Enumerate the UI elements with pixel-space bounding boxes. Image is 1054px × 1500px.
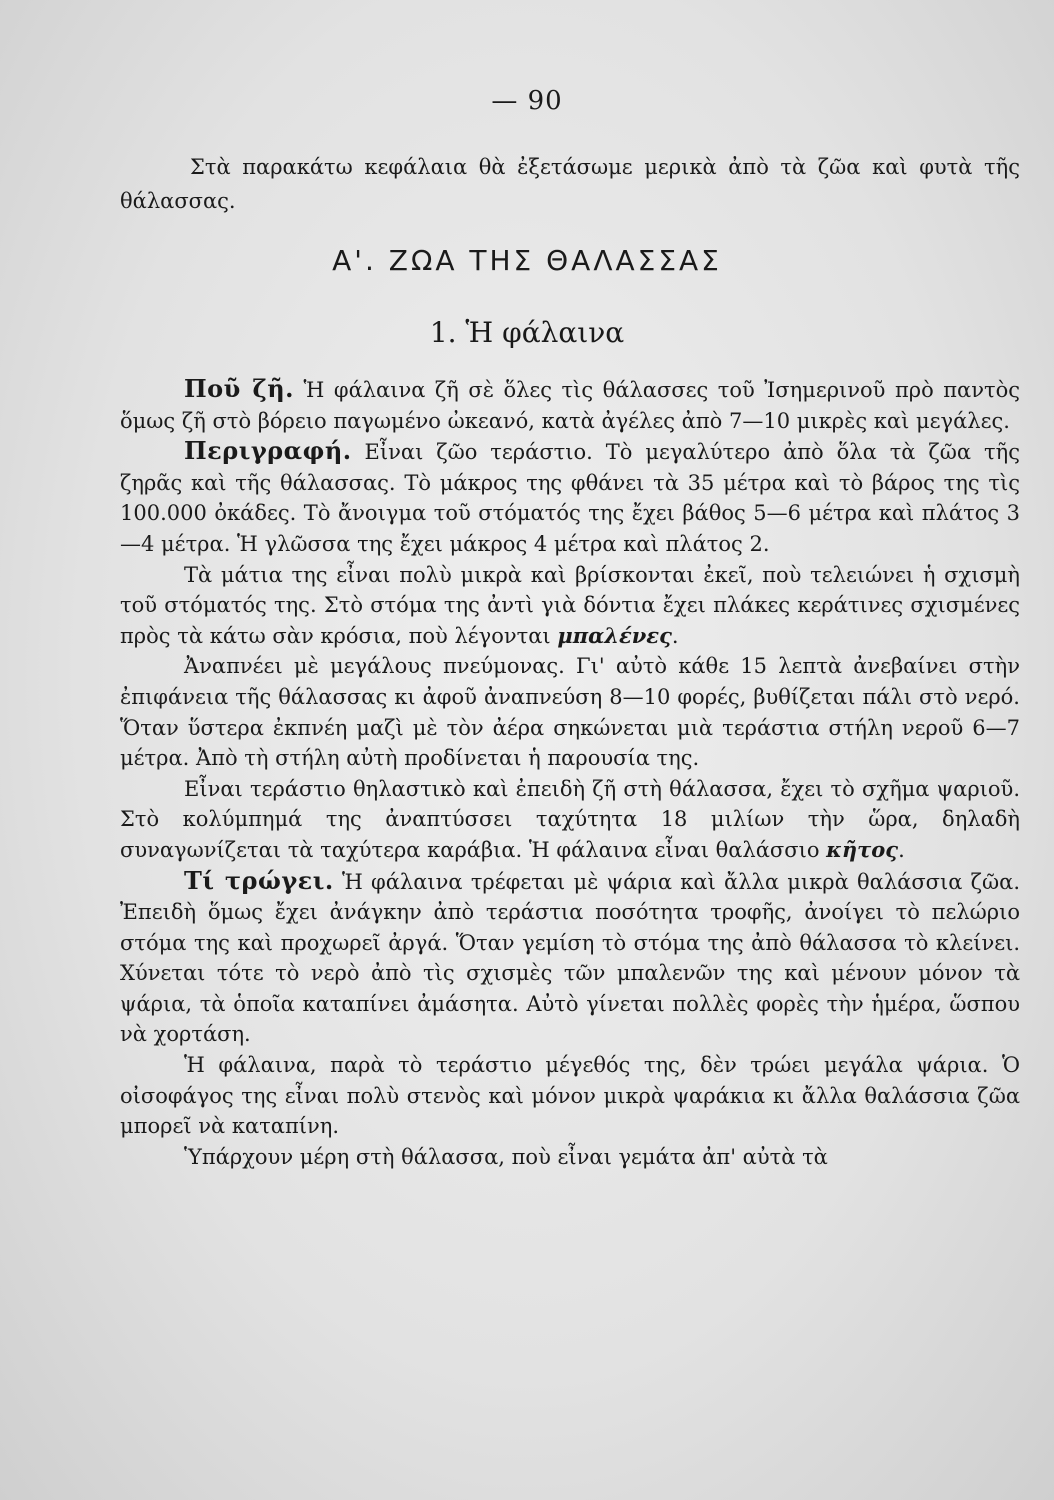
paragraph-lead-heading: Περιγραφή. <box>184 436 352 466</box>
paragraph-where-it-lives <box>120 374 1020 436</box>
paragraph-text: Ὑπάρχουν μέρη στὴ θάλασσα, ποὺ εἶναι γεμάτα ἀπ' αὐτὰ τὰ <box>184 1144 828 1169</box>
paragraph-text: Εἶναι ζῶο τεράστιο. Τὸ μεγαλύτερο ἀπὸ ὅλα τὰ ζῶα τῆς ζηρᾶς καὶ τῆς θάλασσας. Τὸ μάκρος της φθάνει τὰ 35 μέτρα καὶ τὸ βάρος της τὶς 100.000 ὀκάδες. Τὸ ἄνοιγμα τοῦ στόματός της ἔχει βάθος 5—6 μέτρα καὶ πλάτος 3—4 μέτρα. Ἡ γλῶσσα της ἔχει μάκρος 4 μέτρα καὶ πλάτος 2. <box>120 440 1020 556</box>
paragraph-text: Εἶναι τεράστιο θηλαστικὸ καὶ ἐπειδὴ ζῆ στὴ θάλασσα, ἔχει τὸ σχῆμα ψαριοῦ. Στὸ κολύμπημά της ἀναπτύσσει ταχύτητα 18 μιλίων τὴν ὥρα, δηλαδὴ συναγωνίζεται τὰ ταχύτερα καράβια. Ἡ φάλαινα εἶναι θαλάσσιο <box>120 776 1020 862</box>
paragraph-description <box>120 436 1020 559</box>
part-title: Α'. ΖΩΑ ΤΗΣ ΘΑΛΑΣΣΑΣ <box>332 244 722 277</box>
chapter-title: 1. Ἡ φάλαινα <box>429 316 625 349</box>
paragraph-text: Ἡ φάλαινα, παρὰ τὸ τεράστιο μέγεθός της, δὲν τρώει μεγάλα ψάρια. Ὁ οἰσοφάγος της εἶναι πολὺ στενὸς καὶ μόνον μικρὰ ψαράκια κι ἄλλα θαλάσσια ζῶα μπορεῖ νὰ καταπίνη. <box>120 1053 1020 1139</box>
intro-paragraph: Στὰ παρακάτω κεφάλαια θὰ ἐξετάσωμε μερικὰ ἀπὸ τὰ ζῶα καὶ φυτὰ τῆς θάλασσας. <box>120 155 1020 213</box>
paragraph-text: Τὰ μάτια της εἶναι πολὺ μικρὰ καὶ βρίσκονται ἐκεῖ, ποὺ τελειώνει ἡ σχισμὴ τοῦ στόματός της. Στὸ στόμα της ἀντὶ γιὰ δόντια ἔχει πλάκες κεράτινες σχισμένες πρὸς τὰ κάτω σὰν κρόσια, ποὺ λέγονται <box>120 562 1020 648</box>
paragraph-text: Ἡ φάλαινα τρέφεται μὲ ψάρια καὶ ἄλλα μικρὰ θαλάσσια ζῶα. Ἐπειδὴ ὅμως ἔχει ἀνάγκην ἀπὸ τεράστια ποσότητα τροφῆς, ἀνοίγει τὸ πελώριο στόμα της καὶ προχωρεῖ ἀργά. Ὅταν γεμίση τὸ στόμα της ἀπὸ θάλασσα τὸ κλείνει. Χύνεται τότε τὸ νερὸ ἀπὸ τὶς σχισμὲς τῶν μπαλενῶν της καὶ μένουν μόνον τὰ ψάρια, τὰ ὁποῖα καταπίνει ἀμάσητα. Αὐτὸ γίνεται πολλὲς φορὲς τὴν ἡμέρα, ὥσπου νὰ χορτάση. <box>120 869 1020 1047</box>
paragraph-mammal <box>120 774 1020 866</box>
paragraph-esophagus <box>120 1050 1020 1142</box>
paragraph-continued <box>120 1142 1020 1173</box>
paragraph-tail: . <box>898 837 905 862</box>
emphasized-term: μπαλένες <box>557 622 672 648</box>
paragraph-lead-heading: Τί τρώγει. <box>184 865 334 895</box>
emphasized-term: κῆτος <box>826 836 899 862</box>
chapter-body <box>120 374 1020 1172</box>
paragraph-what-it-eats <box>120 866 1020 1051</box>
page-number: — 90 <box>491 86 563 116</box>
paragraph-breathing <box>120 651 1020 773</box>
paragraph-eyes-and-mouth <box>120 560 1020 652</box>
paragraph-text: Ἀναπνέει μὲ μεγάλους πνεύμονας. Γι' αὐτὸ κάθε 15 λεπτὰ ἀνεβαίνει στὴν ἐπιφάνεια τῆς θάλασσας κι ἀφοῦ ἀναπνεύση 8—10 φορές, βυθίζεται πάλι στὸ νερό. Ὅταν ὕστερα ἐκπνέη μαζὶ μὲ τὸν ἀέρα σηκώνεται μιὰ τεράστια στήλη νεροῦ 6—7 μέτρα. Ἀπὸ τὴ στήλη αὐτὴ προδίνεται ἡ παρουσία της. <box>120 654 1020 771</box>
paragraph-text: Ἡ φάλαινα ζῆ σὲ ὅλες τὶς θάλασσες τοῦ Ἰσημερινοῦ πρὸ παντὸς ὅμως ζῆ στὸ βόρειο παγωμένο ὠκεανό, κατὰ ἀγέλες ἀπὸ 7—10 μικρὲς καὶ μεγάλες. <box>120 378 1021 433</box>
paragraph-tail: . <box>671 623 679 648</box>
paragraph-lead-heading: Ποῦ ζῆ. <box>184 374 295 403</box>
